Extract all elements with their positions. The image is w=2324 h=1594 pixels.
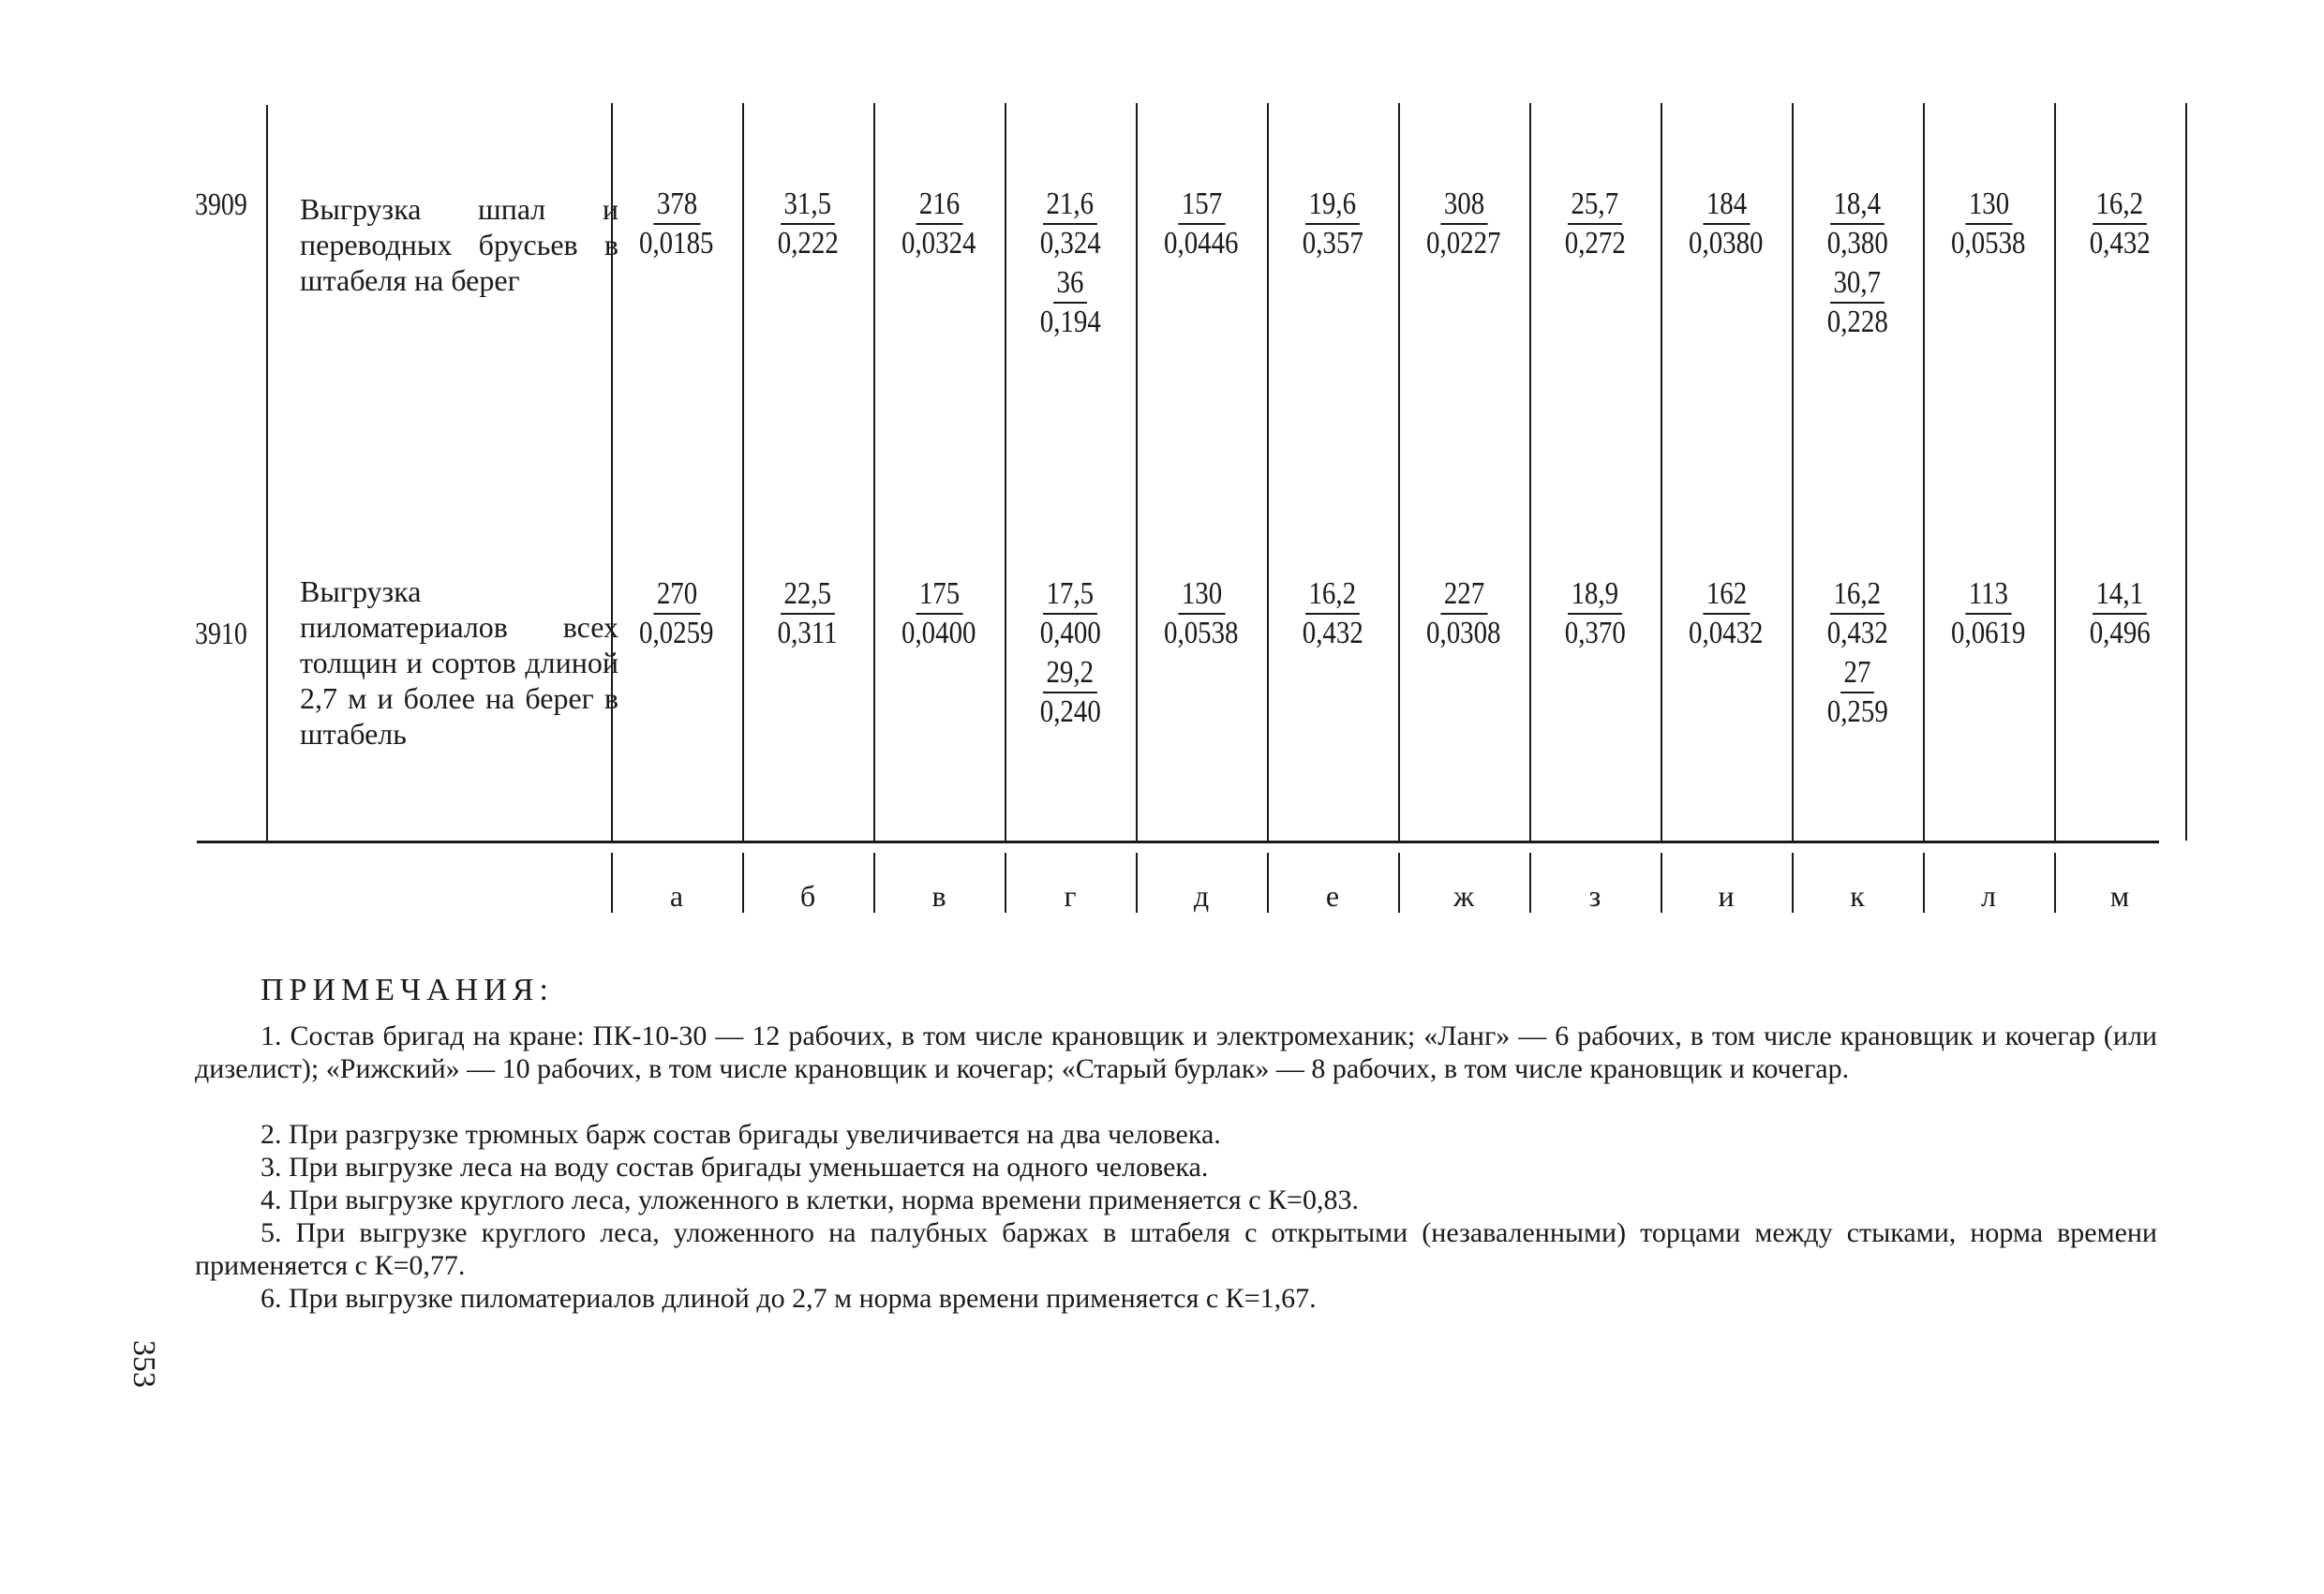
norm-time-value: 31,5	[781, 186, 834, 225]
norm-time-value: 184	[1703, 186, 1750, 225]
rate-value: 0,0308	[1426, 616, 1501, 650]
norm-time-value: 157	[1178, 186, 1225, 225]
rate-value: 0,0185	[639, 226, 714, 261]
column-letter: в	[931, 879, 946, 913]
norm-fraction	[1678, 575, 1774, 652]
norm-time-value: 14,1	[2093, 575, 2146, 615]
norm-fraction	[1818, 264, 1898, 341]
rate-value: 0,194	[1039, 305, 1101, 339]
rate-value: 0,0538	[1164, 616, 1239, 650]
norm-time-value: 162	[1703, 575, 1750, 615]
column-letter: к	[1850, 879, 1865, 913]
rate-value: 0,0400	[901, 616, 976, 650]
row-number-3909: 3909	[195, 187, 247, 222]
rate-value: 0,380	[1826, 226, 1888, 261]
norm-fraction	[1293, 186, 1373, 262]
column-letter: г	[1064, 879, 1077, 913]
rate-value: 0,0324	[901, 226, 976, 261]
norm-fraction	[1818, 186, 1898, 262]
norm-fraction	[1031, 575, 1110, 652]
rate-value: 0,272	[1564, 226, 1626, 261]
table-cell	[1136, 186, 1267, 262]
rate-value: 0,240	[1039, 694, 1101, 729]
norm-fraction	[1941, 186, 2036, 262]
norm-time-value: 29,2	[1043, 654, 1096, 693]
table-cell	[1267, 186, 1398, 262]
norm-time-value: 16,2	[1305, 575, 1359, 615]
norm-fraction	[1556, 575, 1635, 652]
column-letter: з	[1588, 879, 1601, 913]
note-6: 6. При выгрузке пиломатериалов длиной до 2,7 м норма времени применяется с К=1,67.	[261, 1283, 1317, 1314]
column-letter: е	[1325, 879, 1340, 913]
norm-time-value: 308	[1440, 186, 1487, 225]
table-cell	[1661, 186, 1792, 262]
rate-value: 0,357	[1302, 226, 1363, 261]
notes-title: ПРИМЕЧАНИЯ:	[261, 973, 554, 1007]
table-cell	[1005, 186, 1136, 341]
rate-value: 0,370	[1564, 616, 1626, 650]
column-letter: и	[1718, 879, 1735, 913]
norm-time-value: 16,2	[1830, 575, 1884, 615]
rate-value: 0,432	[1826, 616, 1888, 650]
norm-time-value: 18,4	[1830, 186, 1884, 225]
table-cell	[1005, 575, 1136, 731]
column-letter: ж	[1452, 879, 1475, 913]
norm-fraction	[1556, 186, 1635, 262]
norm-time-value: 18,9	[1568, 575, 1621, 615]
norm-fraction	[1941, 575, 2036, 652]
rate-value: 0,0619	[1951, 616, 2026, 650]
norm-fraction	[1031, 654, 1110, 731]
norm-fraction	[2080, 186, 2160, 262]
norm-time-value: 227	[1440, 575, 1487, 615]
norm-time-value: 36	[1053, 264, 1087, 304]
rate-value: 0,0538	[1951, 226, 2026, 261]
rate-value: 0,0446	[1164, 226, 1239, 261]
column-letter: м	[2109, 879, 2130, 913]
norm-time-value: 21,6	[1043, 186, 1096, 225]
norm-time-value: 19,6	[1305, 186, 1359, 225]
table-cell	[1923, 186, 2054, 262]
table-cell	[1398, 575, 1529, 652]
rate-value: 0,0227	[1426, 226, 1501, 261]
rate-value: 0,228	[1826, 305, 1888, 339]
norm-time-value: 30,7	[1830, 264, 1884, 304]
rate-value: 0,324	[1039, 226, 1101, 261]
table-cell	[1661, 575, 1792, 652]
grid-line-column	[2185, 103, 2187, 841]
norm-time-value: 130	[1965, 186, 2012, 225]
norm-time-value: 270	[653, 575, 700, 615]
table-cell	[873, 575, 1005, 652]
norm-fraction	[1818, 575, 1898, 652]
norm-time-value: 130	[1178, 575, 1225, 615]
norm-fraction	[1416, 575, 1512, 652]
table-cell	[1923, 575, 2054, 652]
column-letter: д	[1193, 879, 1210, 913]
rate-value: 0,432	[2089, 226, 2151, 261]
norm-fraction	[768, 575, 846, 652]
note-3: 3. При выгрузке леса на воду состав бригады уменьшается на одного человека.	[261, 1152, 1209, 1183]
norm-fraction	[1031, 186, 1110, 262]
norm-fraction	[1416, 186, 1512, 262]
table-cell	[1792, 575, 1923, 731]
norm-time-value: 25,7	[1568, 186, 1621, 225]
table-cell	[1792, 186, 1923, 341]
row-number-3910: 3910	[195, 617, 247, 651]
norm-time-value: 17,5	[1043, 575, 1096, 615]
table-cell	[2054, 575, 2185, 652]
norm-fraction	[1154, 186, 1249, 262]
rate-value: 0,259	[1826, 694, 1888, 729]
norm-time-value: 216	[916, 186, 962, 225]
norm-fraction	[1678, 186, 1774, 262]
rate-value: 0,496	[2089, 616, 2151, 650]
grid-line-number-column	[266, 105, 268, 841]
column-letter: б	[799, 879, 816, 913]
norm-time-value: 378	[653, 186, 700, 225]
table-cell	[1267, 575, 1398, 652]
norm-time-value: 27	[1840, 654, 1874, 693]
rate-value: 0,0432	[1689, 616, 1764, 650]
table-cell	[611, 575, 742, 652]
norm-fraction	[629, 575, 724, 652]
rate-value: 0,0259	[639, 616, 714, 650]
table-bottom-rule	[197, 841, 2159, 843]
table-cell	[1398, 186, 1529, 262]
norm-fraction	[1293, 575, 1373, 652]
norm-fraction	[768, 186, 848, 262]
rate-value: 0,222	[777, 226, 839, 261]
rate-value: 0,400	[1039, 616, 1101, 650]
page-number: 353	[127, 1340, 161, 1388]
norm-time-value: 16,2	[2093, 186, 2146, 225]
rate-value: 0,311	[778, 616, 838, 650]
norm-fraction	[891, 186, 987, 262]
table-cell	[742, 575, 873, 652]
norm-fraction	[1031, 264, 1110, 341]
rate-value: 0,0380	[1689, 226, 1764, 261]
note-4: 4. При выгрузке круглого леса, уложенного в клетки, норма времени применяется с К=0,83.	[261, 1184, 1359, 1215]
norm-fraction	[891, 575, 987, 652]
table-cell	[1136, 575, 1267, 652]
norm-time-value: 175	[916, 575, 962, 615]
table-cell	[1529, 575, 1661, 652]
row-description-3909: Выгрузка шпал и переводных брусьев в штабеля на берег	[300, 192, 618, 297]
table-cell	[873, 186, 1005, 262]
norm-fraction	[1154, 575, 1249, 652]
column-letter: л	[1981, 879, 1996, 913]
row-description-3910: Выгрузка пиломатериалов всех толщин и сортов длиной 2,7 м и более на берег в штабель	[300, 574, 618, 751]
table-cell	[742, 186, 873, 262]
norm-time-value: 22,5	[781, 575, 834, 615]
note-1: 1. Состав бригад на кране: ПК-10-30 — 12 рабочих, в том числе крановщик и электромеханик; «Ланг» — 6 рабочих, в том числе крановщик и кочегар (или дизелист); «Рижский» — 10 рабочих, в том числе крановщик и кочегар; «Старый бурлак» — 8 рабочих, в том числе крановщик и кочегар.	[195, 1020, 2157, 1084]
note-2: 2. При разгрузке трюмных барж состав бригады увеличивается на два человека.	[261, 1119, 1221, 1150]
norm-time-value: 113	[1965, 575, 2011, 615]
table-cell	[2054, 186, 2185, 262]
table-cell	[1529, 186, 1661, 262]
norm-fraction	[1818, 654, 1898, 731]
table-cell	[611, 186, 742, 262]
column-letter: а	[669, 879, 684, 913]
rate-value: 0,432	[1302, 616, 1363, 650]
note-5: 5. При выгрузке круглого леса, уложенного на палубных баржах в штабеля с открытыми (незаваленными) торцами между стыками, норма времени применяется с К=0,77.	[195, 1217, 2157, 1281]
norm-fraction	[2080, 575, 2160, 652]
norm-fraction	[629, 186, 724, 262]
